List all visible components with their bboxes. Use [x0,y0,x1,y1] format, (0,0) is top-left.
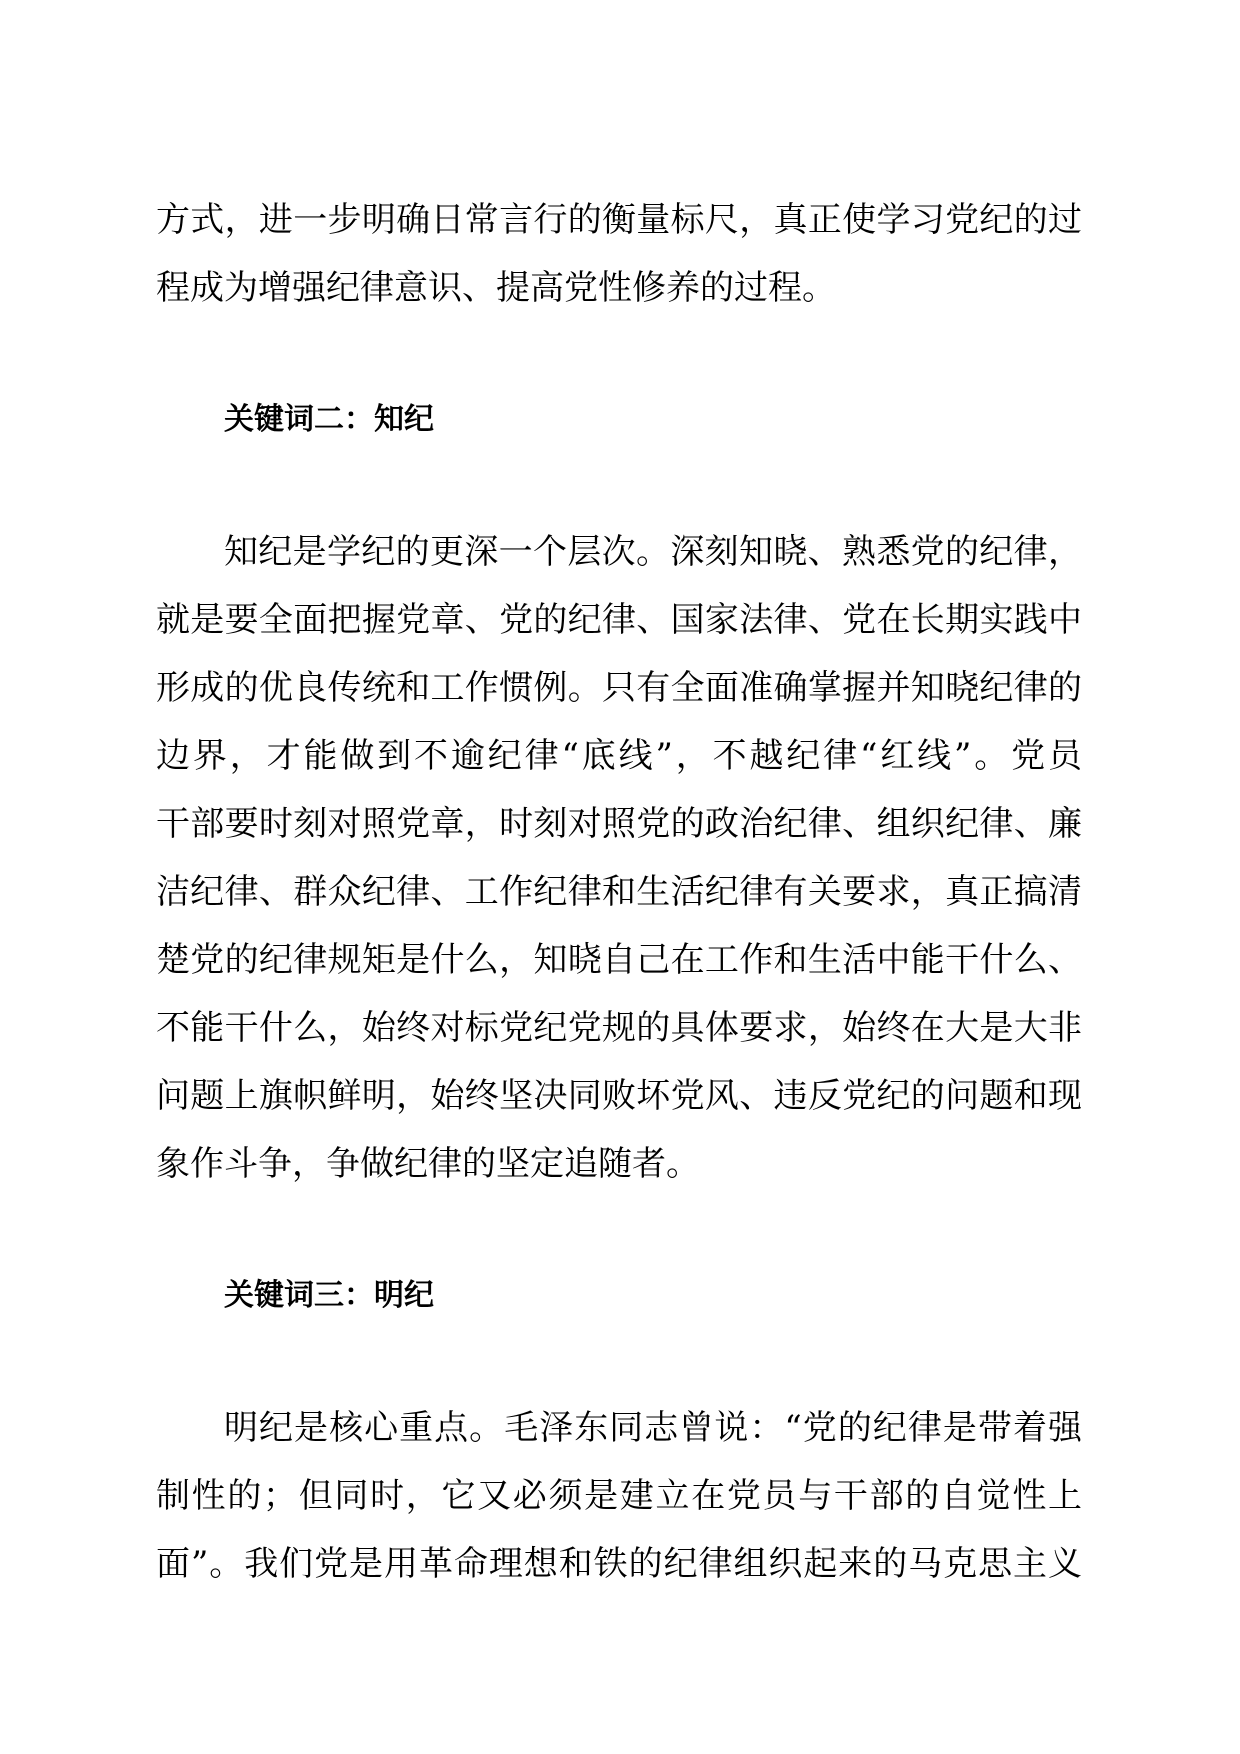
paragraph-zhiji [156,518,1082,1198]
document-body [156,186,1082,1598]
text-line: 不能干什么，始终对标党纪党规的具体要求，始终在大是大非 [156,1008,1082,1048]
section-heading-mingji: 关键词三：明纪 [224,1278,434,1313]
text-line: 程成为增强纪律意识、提高党性修养的过程。 [156,268,836,308]
text-line: 面”。我们党是用革命理想和铁的纪律组织起来的马克思主义 [156,1544,1082,1584]
paragraph-mingji [156,1394,1082,1598]
text-line: 象作斗争，争做纪律的坚定追随者。 [156,1144,700,1184]
text-line: 明纪是核心重点。毛泽东同志曾说：“党的纪律是带着强 [224,1408,1082,1448]
text-line: 就是要全面把握党章、党的纪律、国家法律、党在长期实践中 [156,600,1082,640]
text-line: 制性的；但同时，它又必须是建立在党员与干部的自觉性上 [156,1476,1082,1516]
text-line: 形成的优良传统和工作惯例。只有全面准确掌握并知晓纪律的 [156,668,1082,708]
paragraph-continued [156,186,1082,322]
text-line: 方式，进一步明确日常言行的衡量标尺，真正使学习党纪的过 [156,200,1082,240]
text-line: 问题上旗帜鲜明，始终坚决同败坏党风、违反党纪的问题和现 [156,1076,1082,1116]
text-line: 知纪是学纪的更深一个层次。深刻知晓、熟悉党的纪律， [224,532,1082,572]
text-line: 边界，才能做到不逾纪律“底线”，不越纪律“红线”。党员 [156,736,1082,776]
text-line: 干部要时刻对照党章，时刻对照党的政治纪律、组织纪律、廉 [156,804,1082,844]
section-heading-zhiji: 关键词二：知纪 [224,402,434,437]
text-line: 楚党的纪律规矩是什么，知晓自己在工作和生活中能干什么、 [156,940,1082,980]
text-line: 洁纪律、群众纪律、工作纪律和生活纪律有关要求，真正搞清 [156,872,1082,912]
